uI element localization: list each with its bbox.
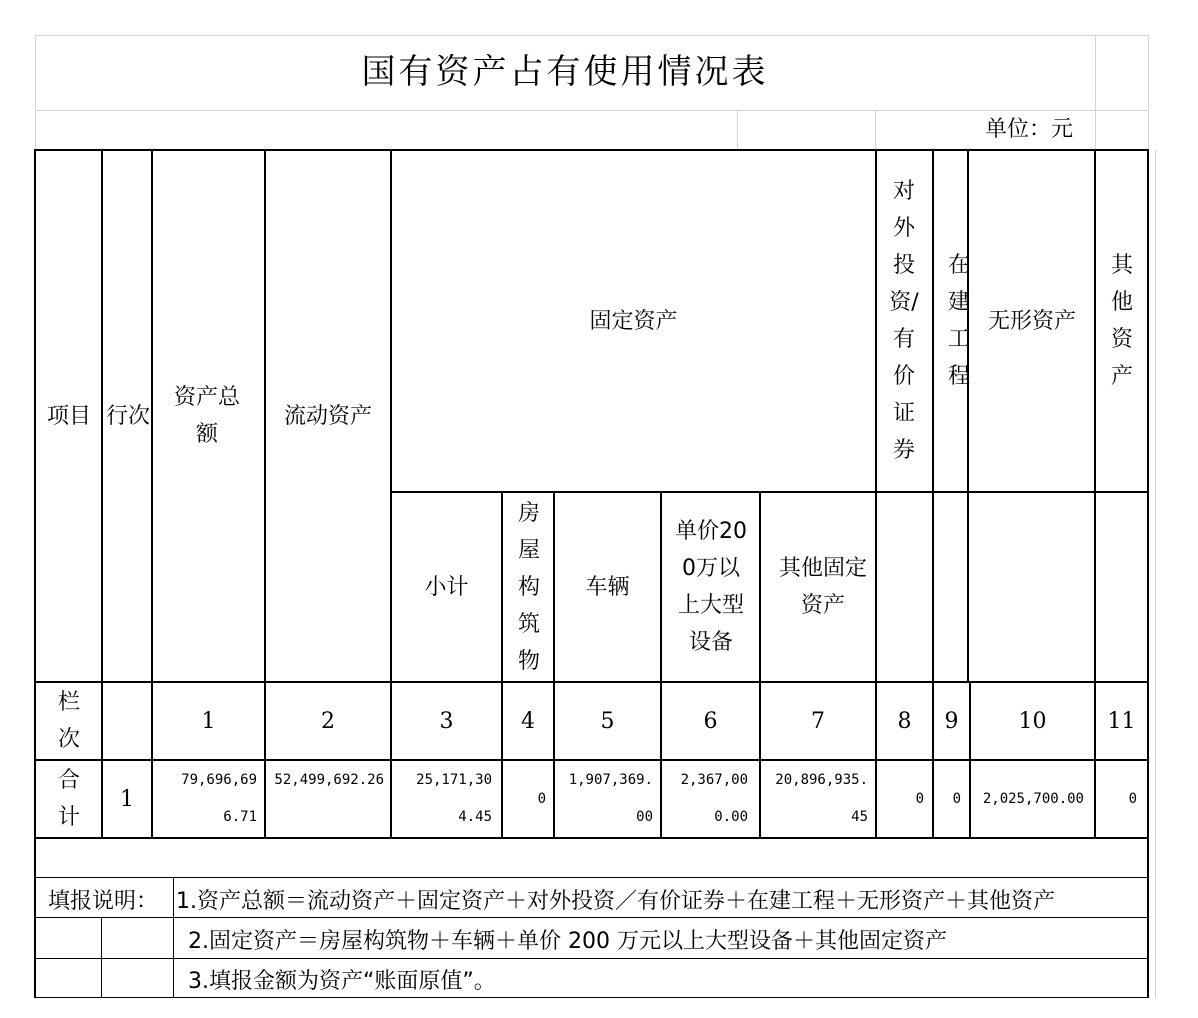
header-buildings: 房屋构筑物	[517, 500, 540, 674]
column-number: 3	[439, 708, 454, 734]
header-other-fixed: 其他固定资产	[778, 556, 867, 618]
total-value: 0	[537, 791, 546, 807]
column-number: 2	[321, 708, 335, 734]
header-total-assets: 资产总额	[173, 385, 240, 447]
header-item: 项目	[47, 403, 92, 429]
column-number: 1	[201, 708, 216, 734]
total-row-no: 1	[120, 786, 134, 812]
table-border	[101, 149, 103, 839]
header-fixed-assets: 固定资产	[589, 308, 678, 334]
table-border	[35, 877, 1149, 878]
column-row-label: 栏次	[57, 690, 80, 752]
gridline	[1095, 35, 1096, 150]
column-number: 6	[703, 708, 718, 734]
table-border	[35, 958, 1149, 959]
column-number: 8	[897, 708, 912, 734]
total-value: 2,367,000.00	[680, 772, 748, 825]
gridline	[1148, 35, 1149, 150]
column-number: 9	[944, 708, 959, 734]
gridline	[875, 110, 876, 150]
total-value: 0	[952, 791, 961, 807]
gridline	[35, 110, 1149, 111]
column-number: 5	[600, 708, 615, 734]
column-number: 11	[1107, 708, 1136, 734]
header-subtotal: 小计	[424, 574, 469, 600]
header-large-equipment: 单价200万以上大型设备	[675, 519, 747, 655]
total-value: 25,171,304.45	[416, 772, 492, 825]
note-line: 3.填报金额为资产“账面原值”。	[188, 969, 496, 994]
unit-label: 单位：元	[985, 117, 1074, 142]
total-row-label: 合计	[57, 768, 80, 830]
table-border	[173, 877, 174, 998]
gridline	[1155, 150, 1156, 998]
note-line: 2.固定资产＝房屋构筑物＋车辆＋单价 200 万元以上大型设备＋其他固定资产	[188, 929, 947, 954]
table-border	[1147, 149, 1149, 998]
header-construction: 在建工程	[947, 253, 970, 389]
total-value: 0	[1128, 791, 1137, 807]
total-value: 20,896,935.45	[775, 772, 868, 825]
total-value: 52,499,692.26	[274, 772, 384, 788]
header-row-no: 行次	[106, 403, 151, 429]
column-number: 7	[811, 708, 825, 734]
header-intangible: 无形资产	[987, 308, 1076, 334]
table-border	[101, 917, 102, 998]
total-value: 0	[915, 791, 924, 807]
header-current-assets: 流动资产	[283, 403, 372, 429]
page-title: 国有资产占有使用情况表	[361, 52, 769, 92]
table-border	[35, 997, 1149, 998]
header-other-assets: 其他资产	[1110, 253, 1133, 389]
total-value: 2,025,700.00	[982, 791, 1084, 807]
gridline	[737, 110, 738, 150]
total-value: 1,907,369.00	[568, 772, 653, 825]
column-number: 4	[521, 708, 535, 734]
table-border	[35, 917, 1149, 918]
table-border	[34, 149, 36, 998]
table-border	[759, 491, 761, 839]
header-vehicles: 车辆	[585, 574, 630, 600]
notes-label: 填报说明：	[48, 889, 159, 914]
header-foreign-investment: 对外投资/有价证券	[889, 179, 919, 463]
note-line: 1.资产总额＝流动资产＋固定资产＋对外投资／有价证券＋在建工程＋无形资产＋其他资产	[176, 889, 1055, 914]
total-value: 79,696,696.71	[181, 772, 257, 825]
column-number: 10	[1018, 708, 1047, 734]
